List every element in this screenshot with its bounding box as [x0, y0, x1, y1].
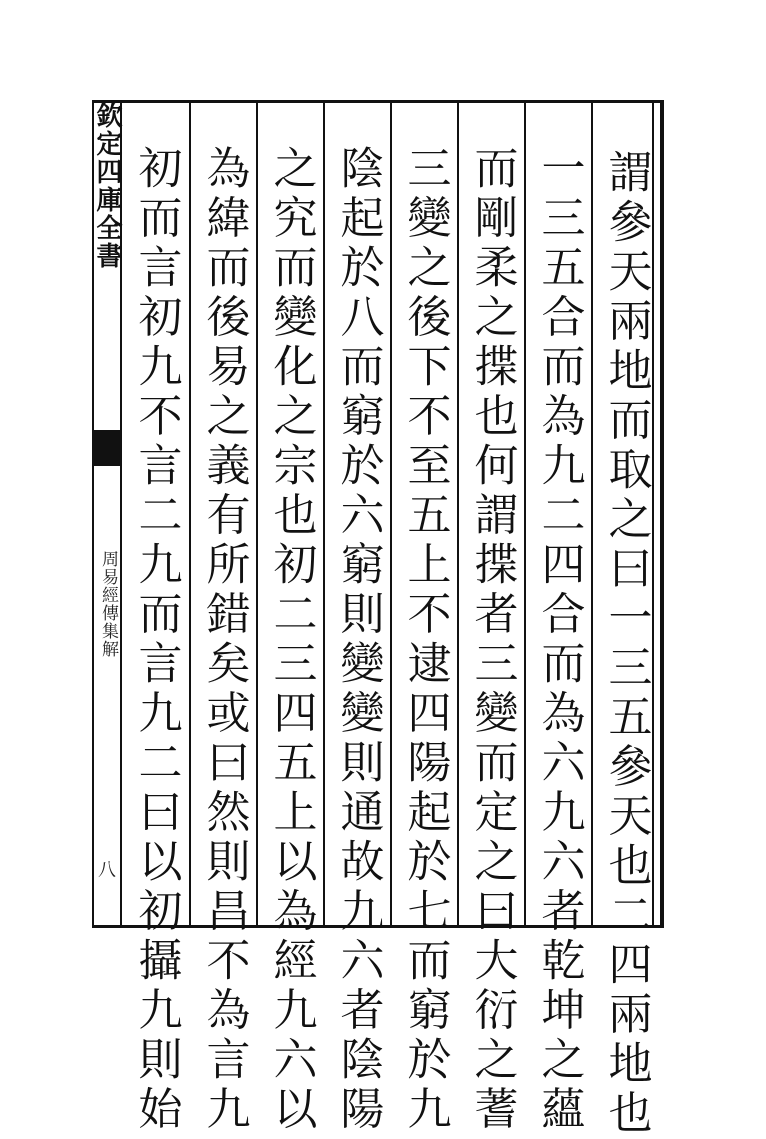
text-column-3	[457, 103, 524, 1135]
book-title: 欽定四庫全書	[92, 102, 122, 270]
column-text: 而剛柔之揲也何謂揲者三變而定之曰大衍之蓍	[466, 145, 518, 1135]
column-text: 之究而變化之宗也初二三四五上以為經九六以	[265, 145, 317, 1135]
column-text: 謂參天兩地而取之曰一三五參天也二四兩地也	[600, 149, 652, 1139]
book-subtitle: 周易經傳集解	[98, 550, 118, 658]
fishtail-mark	[94, 430, 120, 466]
text-column-5	[323, 103, 390, 1135]
column-text: 為緯而後易之義有所錯矣或曰然則昌不為言九	[198, 145, 250, 1135]
page-number: 八	[95, 860, 116, 878]
text-column-2	[524, 103, 591, 1135]
text-columns	[122, 103, 658, 1139]
text-column-4	[390, 103, 457, 1135]
margin-column	[92, 100, 122, 928]
column-text: 陰起於八而窮於六窮則變變則通故九六者陰陽	[332, 145, 384, 1135]
text-column-8	[122, 103, 189, 1135]
text-column-6	[256, 103, 323, 1135]
column-text: 一三五合而為九二四合而為六九六者乾坤之蘊	[533, 145, 585, 1135]
text-column-7	[189, 103, 256, 1135]
column-text: 三變之後下不至五上不逮四陽起於七而窮於九	[399, 145, 451, 1135]
text-column-1	[591, 103, 658, 1139]
column-text: 初而言初九不言二九而言九二曰以初攝九則始	[130, 145, 182, 1135]
